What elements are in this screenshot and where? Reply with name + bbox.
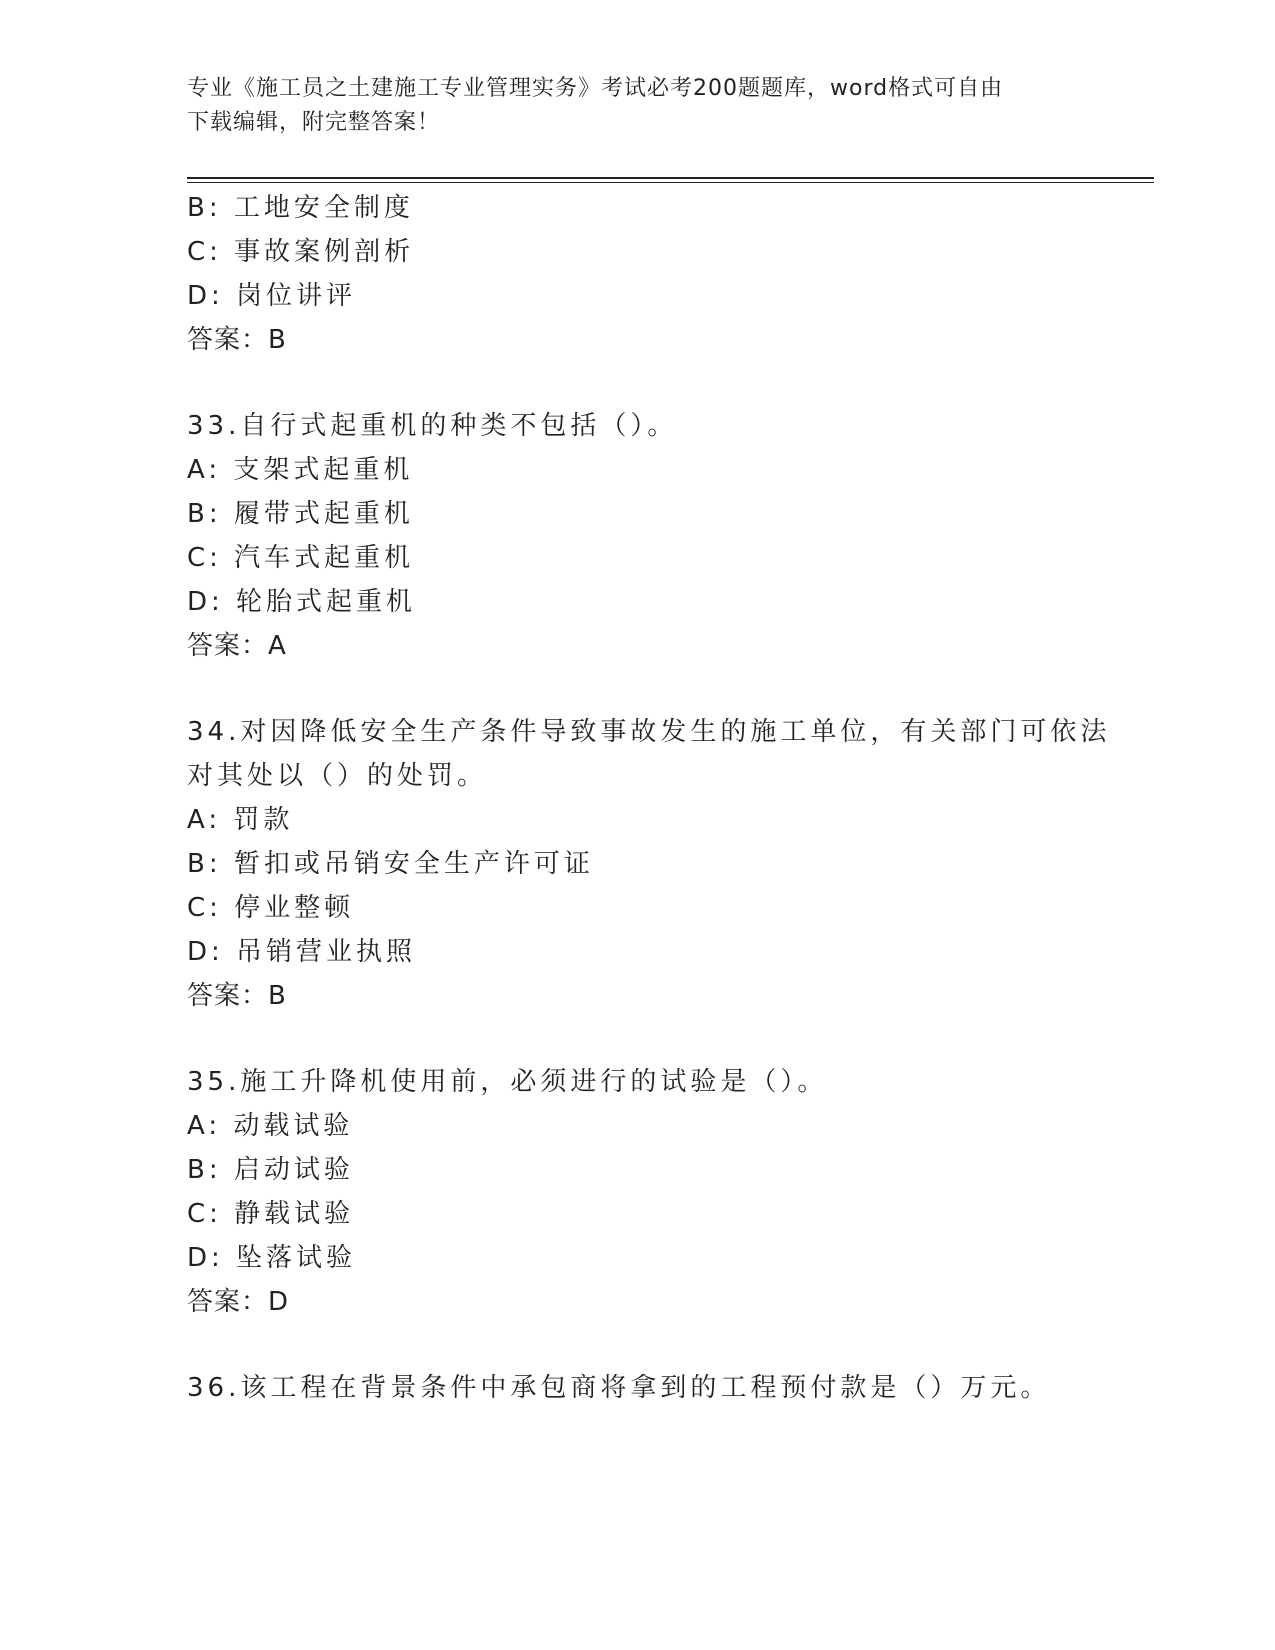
option-a: A: 罚款 <box>187 805 294 835</box>
option-d: D: 坠落试验 <box>187 1243 357 1273</box>
option-b: B: 工地安全制度 <box>187 193 414 223</box>
answer: 答案：B <box>187 981 287 1011</box>
option-c: C: 停业整顿 <box>187 893 355 923</box>
question-34-stem-line-2: 对其处以（）的处罚。 <box>187 761 488 791</box>
header-divider-thin <box>187 182 1154 183</box>
option-c: C: 事故案例剖析 <box>187 237 415 267</box>
question-35-stem: 35.施工升降机使用前，必须进行的试验是（）。 <box>187 1067 828 1097</box>
option-a: A: 动载试验 <box>187 1111 354 1141</box>
option-c: C: 静载试验 <box>187 1199 355 1229</box>
answer: 答案：B <box>187 325 287 355</box>
option-d: D: 轮胎式起重机 <box>187 587 417 617</box>
option-d: D: 吊销营业执照 <box>187 937 417 967</box>
document-header <box>187 72 1087 140</box>
header-line-1: 专业《施工员之土建施工专业管理实务》考试必考200题题库，word格式可自由 <box>187 76 1004 101</box>
question-34-stem-line-1: 34.对因降低安全生产条件导致事故发生的施工单位，有关部门可依法 <box>187 717 1111 747</box>
header-line-2: 下载编辑，附完整答案！ <box>187 110 441 135</box>
answer: 答案：D <box>187 1287 290 1317</box>
question-36-stem: 36.该工程在背景条件中承包商将拿到的工程预付款是（）万元。 <box>187 1373 1051 1403</box>
option-b: B: 暂扣或吊销安全生产许可证 <box>187 849 594 879</box>
option-b: B: 履带式起重机 <box>187 499 414 529</box>
header-divider-thick <box>187 177 1154 179</box>
option-b: B: 启动试验 <box>187 1155 354 1185</box>
option-d: D: 岗位讲评 <box>187 281 357 311</box>
option-c: C: 汽车式起重机 <box>187 543 415 573</box>
question-33-stem: 33.自行式起重机的种类不包括（）。 <box>187 411 678 441</box>
option-a: A: 支架式起重机 <box>187 455 414 485</box>
answer: 答案：A <box>187 631 287 661</box>
